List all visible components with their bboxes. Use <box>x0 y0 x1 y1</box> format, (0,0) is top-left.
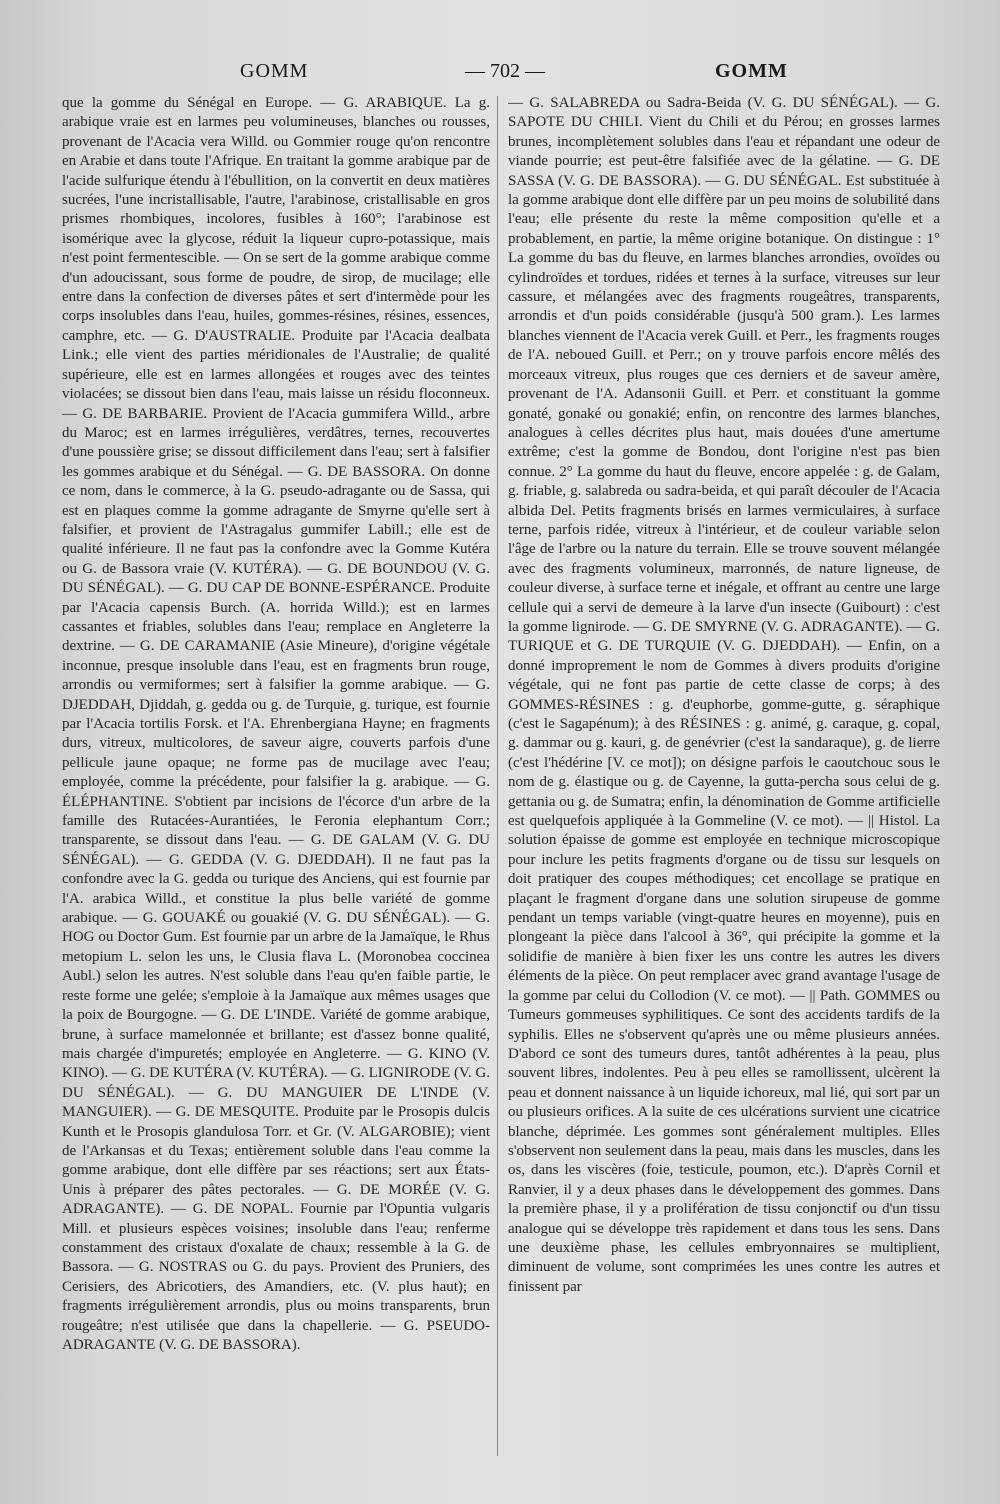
header-right-word: GOMM <box>715 60 788 82</box>
left-column <box>62 94 490 1484</box>
header-left-word: GOMM <box>240 60 309 82</box>
right-column-text: — G. SALABREDA ou Sadra-Beida (V. G. DU SÉNÉGAL). — G. SAPOTE DU CHILI. Vient du Chili et du Pérou; en grosses larmes brunes, incomplètement solubles dans l'eau et répandant une odeur de viande pourrie; est peut-être falsifiée avec de la gélatine. — G. DE SASSA (V. G. DE BASSORA). — G. DU SÉNÉGAL. Est substituée à la gomme arabique dont elle diffère par un peu moins de solubilité dans l'eau; elle présente du reste la même composition qu'elle et a probablement, en partie, la même origine botanique. On distingue : 1° La gomme du bas du fleuve, en larmes blanches arrondies, ovoïdes ou cylindroïdes et tordues, ridées et ternes à la surface, vitreuses sur leur cassure, et mélangées avec des fragments rougeâtres, transparents, arrondis et d'un poids considérable (jusqu'à 500 gram.). Les larmes blanches viennent de l'Acacia verek Guill. et Perr., les fragments rouges de l'A. neboued Guill. et Perr.; on y trouve parfois encore mêlés des morceaux vitreux, plus rouges que ces derniers et de saveur amère, provenant de l'A. Adansonii Guill. et Perr. et constituant la gomme gonaté, gonaké ou gonakié; enfin, on rencontre des larmes blanches, analogues à celles décrites plus haut, mais douées d'une amertume extrême; c'est la gomme de Bondou, dont l'origine n'est pas bien connue. 2° La gomme du haut du fleuve, encore appelée : g. de Galam, g. friable, g. salabreda ou sadra-beida, et qui paraît découler de l'Acacia albida Del. Petits fragments brisés en larmes vermiculaires, à surface terne, parfois ridée, vitreux à l'intérieur, et de couleur variable selon l'âge de l'arbre ou la nature du terrain. Elle se trouve souvent mélangée avec des fragments volumineux, marronnés, de nature ligneuse, de couleur diverse, à surface terne et inégale, et offrant au centre une large cellule qui a servi de demeure à la larve d'un insecte (Guibourt) : c'est la gomme lignirode. — G. DE SMYRNE (V. G. ADRAGANTE). — G. TURIQUE et G. DE TURQUIE (V. G. DJEDDAH). — Enfin, on a donné improprement le nom de Gommes à divers produits d'origine végétale, qui ne font pas partie de cette classe de corps; à des GOMMES-RÉSINES : g. d'euphorbe, gomme-gutte, g. séraphique (c'est le Sagapénum); à des RÉSINES : g. animé, g. caraque, g. copal, g. dammar ou g. kauri, g. de genévrier (c'est la sandaraque), g. de lierre (c'est l'hédérine [V. ce mot]); on désigne parfois le caoutchouc sous le nom de g. élastique ou g. de Cayenne, la gutta-percha sous celui de g. gettania ou g. de Sumatra; enfin, la dénomination de Gomme artificielle est quelquefois appliquée à la Gommeline (V. ce mot). — || Histol. La solution épaisse de gomme est employée en technique microscopique pour inclure les petits fragments d'organe ou de tissu sur lesquels on doit pratiquer des coupes méthodiques; cet encollage se pratique en plaçant le fragment d'organe dans une solution sirupeuse de gomme pendant un temps variable (vingt-quatre heures en moyenne), puis en plongeant la pièce dans l'alcool à 36°, qui précipite la gomme et la solidifie de manière à bien fixer les uns contre les autres les divers éléments de la pièce. On peut remplacer avec grand avantage l'usage de la gomme par celui du Collodion (V. ce mot). — || Path. GOMMES ou Tumeurs gommeuses syphilitiques. Ce sont des accidents tardifs de la syphilis. Elles ne s'observent qu'après une ou même plusieurs années. D'abord ce sont des tumeurs dures, tantôt adhérentes à la peau, plus souvent libres, indolentes. Peu à peu elles se ramollissent, ulcèrent la peau et donnent naissance à un liquide ichoreux, mal lié, qui sort par un ou plusieurs orifices. A la suite de ces ulcérations survient une cicatrice blanche, déprimée. Les gommes sont généralement multiples. Elles s'observent non seulement dans la peau, mais dans les muscles, dans les os, dans les viscères (foie, testicule, poumon, etc.). D'après Cornil et Ranvier, il y a deux phases dans le développement des gommes. Dans la première phase, il y a prolifération de tissu conjonctif ou d'un tissu analogue qui se développe très rapidement et dans tous les sens. Dans une deuxième phase, les cellules embryonnaires se multiplient, diminuent de volume, sont comprimées les unes contre les autres et finissent par <box>508 95 940 1295</box>
page-number: — 702 — <box>465 60 545 82</box>
running-header <box>0 60 1000 96</box>
column-divider <box>497 96 498 1456</box>
left-column-text: que la gomme du Sénégal en Europe. — G. ARABIQUE. La g. arabique vraie est en larmes peu volumineuses, blanches ou rousses, provenant de l'Acacia vera Willd. ou Gommier rouge qu'on rencontre en Arabie et dans toute l'Afrique. En traitant la gomme arabique par de l'acide sulfurique étendu à l'ébullition, on la convertit en deux matières sucrées, l'une incristallisable, l'autre, l'arabinose, cristallisable en gros prismes rhombiques, incolores, fusibles à 160°; l'arabinose est isomérique avec la glycose, réduit la liqueur cupro-potassique, mais n'est point fermentescible. — On se sert de la gomme arabique comme d'un adoucissant, sous forme de poudre, de sirop, de mucilage; elle entre dans la confection de diverses pâtes et sert d'intermède pour les corps insolubles dans l'eau, huiles, gommes-résines, résines, essences, camphre, etc. — G. D'AUSTRALIE. Produite par l'Acacia dealbata Link.; elle vient des parties méridionales de l'Australie; de qualité supérieure, elle est en larmes allongées et rouges avec des teintes violacées; se dissout bien dans l'eau, mais laisse un résidu floconneux. — G. DE BARBARIE. Provient de l'Acacia gummifera Willd., arbre du Maroc; est en larmes irrégulières, verdâtres, ternes, recouvertes d'une poussière grise; se dissout difficilement dans l'eau; sert à falsifier les gommes arabique et du Sénégal. — G. DE BASSORA. On donne ce nom, dans le commerce, à la G. pseudo-adragante ou de Sassa, qui est en plaques comme la gomme adragante de Smyrne qu'elle sert à falsifier, et provient de l'Astragalus gummifer Labill.; elle est de qualité inférieure. Il ne faut pas la confondre avec la Gomme Kutéra ou G. de Bassora vraie (V. KUTÉRA). — G. DE BOUNDOU (V. G. DU SÉNÉGAL). — G. DU CAP DE BONNE-ESPÉRANCE. Produite par l'Acacia capensis Burch. (A. horrida Willd.); est en larmes cassantes et friables, solubles dans l'eau; remplace en Angleterre la dextrine. — G. DE CARAMANIE (Asie Mineure), d'origine végétale inconnue, presque insoluble dans l'eau, est en fragments brun rouge, arrondis ou vermiformes; sert à falsifier la gomme arabique. — G. DJEDDAH, Djiddah, g. gedda ou g. de Turquie, g. turique, est fournie par l'Acacia tortilis Forsk. et l'A. Ehrenbergiana Hayne; en fragments durs, vitreux, multicolores, de saveur aigre, couverts parfois d'une pellicule jaune opaque; ne forme pas de mucilage avec l'eau; employée, comme la précédente, pour falsifier la g. arabique. — G. ÉLÉPHANTINE. S'obtient par incisions de l'écorce d'un arbre de la famille des Rutacées-Aurantiées, le Feronia elephantum Corr.; transparente, se dissout dans l'eau. — G. DE GALAM (V. G. DU SÉNÉGAL). — G. GEDDA (V. G. DJEDDAH). Il ne faut pas la confondre avec la G. gedda ou turique des Anciens, qui est fournie par l'A. arabica Willd., et constitue la plus belle variété de gomme arabique. — G. GOUAKÉ ou gouakié (V. G. DU SÉNÉGAL). — G. HOG ou Doctor Gum. Est fournie par un arbre de la Jamaïque, le Rhus metopium L. selon les uns, le Clusia flava L. (Moronobea coccinea Aubl.) selon les autres. N'est soluble dans l'eau qu'en faible partie, le reste forme une gelée; s'emploie à la Jamaïque aux mêmes usages que la poix de Bourgogne. — G. DE L'INDE. Variété de gomme arabique, brune, à surface mamelonnée et brillante; est d'assez bonne qualité, mais chargée d'impuretés; employée en Angleterre. — G. KINO (V. KINO). — G. DE KUTÉRA (V. KUTÉRA). — G. LIGNIRODE (V. G. DU SÉNÉGAL). — G. DU MANGUIER DE L'INDE (V. MANGUIER). — G. DE MESQUITE. Produite par le Prosopis dulcis Kunth et le Prosopis glandulosa Torr. et Gr. (V. ALGAROBIE); vient de l'Arkansas et du Texas; entièrement soluble dans l'eau comme la gomme arabique, dont elle diffère par ses réactions; sert aux États-Unis à préparer des pâtes pectorales. — G. DE MORÉE (V. G. ADRAGANTE). — G. DE NOPAL. Fournie par l'Opuntia vulgaris Mill. et plusieurs espèces voisines; insoluble dans l'eau; renferme constamment des cristaux d'oxalate de chaux; ressemble à la G. de Bassora. — G. NOSTRAS ou G. du pays. Provient des Pruniers, des Cerisiers, des Abricotiers, des Amandiers, etc. (V. plus haut); en fragments irrégulièrement arrondis, plus ou moins transparents, brun rougeâtre; n'est utilisée que dans la chapellerie. — G. PSEUDO-ADRAGANTE (V. G. DE BASSORA). <box>62 95 490 1353</box>
right-column <box>508 94 940 1484</box>
